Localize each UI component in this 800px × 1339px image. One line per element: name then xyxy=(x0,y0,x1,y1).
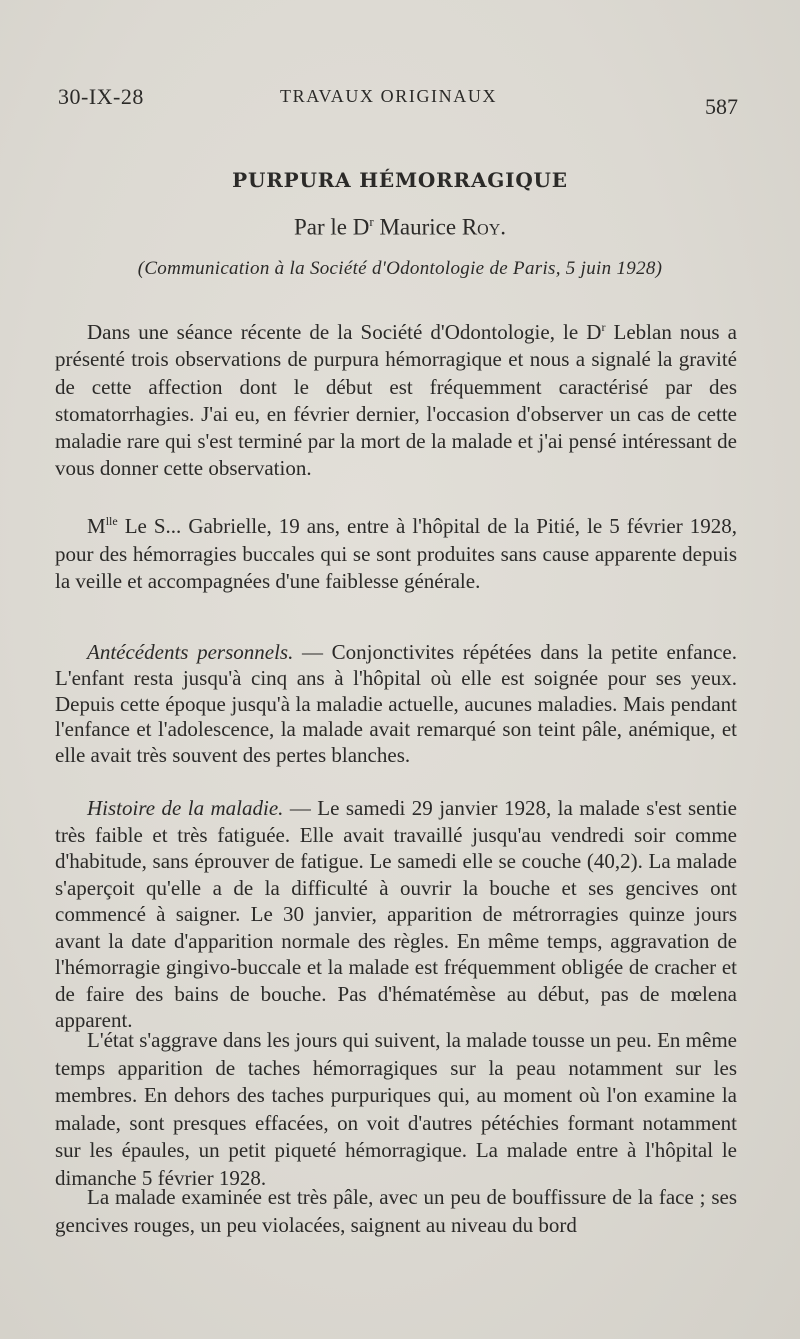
paragraph-antecedents xyxy=(55,640,737,769)
article-title: PURPURA HÉMORRAGIQUE xyxy=(232,168,568,192)
paragraph-text: M xyxy=(87,514,106,538)
paragraph-text: — Le samedi 29 janvier 1928, la malade s'est sentie très faible et très fatiguée. Elle avait travaillé jusqu'au vendredi soir comme d'habitude, sans éprouver de fatigue. Le samedi elle se couche (40,2). La malade s'aperçoit qu'elle a de la difficulté à ouvrir la bouche et ses gencives ont commencé à saigner. Le 30 janvier, apparition de métrorragies quinze jours avant la date d'apparition normale des règles. En même temps, aggravation de l'hémorragie gingivo-buccale et la malade est fréquemment obligée de cracher et de faire des bains de bouche. Pas d'hématémèse au début, pas de mœlena apparent. xyxy=(55,796,737,1032)
paragraph-text: Leblan nous a présenté trois observations de purpura hémorragique et nous a signalé la gravité de cette affection dont le début est fréquemment caractérisé par des stomatorrhagies. J'ai eu, en février dernier, l'occasion d'observer un cas de cette maladie rare qui s'est terminé par la mort de la malade et j'ai pensé intéressant de vous donner cette observation. xyxy=(55,320,738,481)
paragraph-text: — Conjonctivites répétées dans la petite enfance. L'enfant resta jusqu'à cinq ans à l'hôpital où elle est soignée pour ses yeux. Depuis cette époque jusqu'à la maladie actuelle, aucunes maladies. Mais pendant l'enfance et l'adolescence, la malade avait remarqué son teint pâle, anémique, et elle avait très souvent des pertes blanches. xyxy=(55,640,737,768)
header-date: 30-IX-28 xyxy=(58,84,144,109)
paragraph-text: L'état s'aggrave dans les jours qui suivent, la malade tousse un peu. En même temps apparition de taches hémorragiques sur la peau notamment sur les membres. En dehors des taches purpuriques qui, au moment où l'on examine la malade, sont presques effacées, on voit d'autres pétéchies formant notamment sur les épaules, un petit piqueté hémorragique. La malade entre à l'hôpital le dimanche 5 février 1928. xyxy=(55,1028,737,1190)
paragraph-intro xyxy=(55,314,737,483)
paragraph-evolution xyxy=(55,1027,737,1193)
author-prefix: Par le D xyxy=(293,214,370,240)
superscript: r xyxy=(601,320,606,334)
paragraph-text: Le S... Gabrielle, 19 ans, entre à l'hôpital de la Pitié, le 5 février 1928, pour des hémorragies buccales qui se sont produites sans cause apparente depuis la veille et accompagnées d'une faiblesse générale. xyxy=(55,514,737,593)
paragraph-text: La malade examinée est très pâle, avec un peu de bouffissure de la face ; ses gencives rouges, un peu violacées, saignent au niveau du bord xyxy=(55,1185,737,1237)
running-header xyxy=(58,84,748,124)
article-author xyxy=(0,214,800,241)
section-heading: Antécédents personnels. xyxy=(87,640,294,664)
author-last-name: Roy. xyxy=(461,214,507,240)
section-heading: Histoire de la maladie. xyxy=(87,796,284,820)
header-section-title: TRAVAUX ORIGINAUX xyxy=(280,86,498,106)
paragraph-history xyxy=(55,795,737,1034)
paragraph-patient xyxy=(55,508,737,596)
author-first-name: Maurice xyxy=(379,214,457,240)
paragraph-text: Dans une séance récente de la Société d'Odontologie, le D xyxy=(87,320,602,344)
page-number: 587 xyxy=(705,94,738,119)
communication-note: (Communication à la Société d'Odontologie de Paris, 5 juin 1928) xyxy=(137,258,663,279)
author-title-sup: r xyxy=(369,214,374,229)
paragraph-examination xyxy=(55,1184,737,1239)
superscript: lle xyxy=(105,514,118,528)
